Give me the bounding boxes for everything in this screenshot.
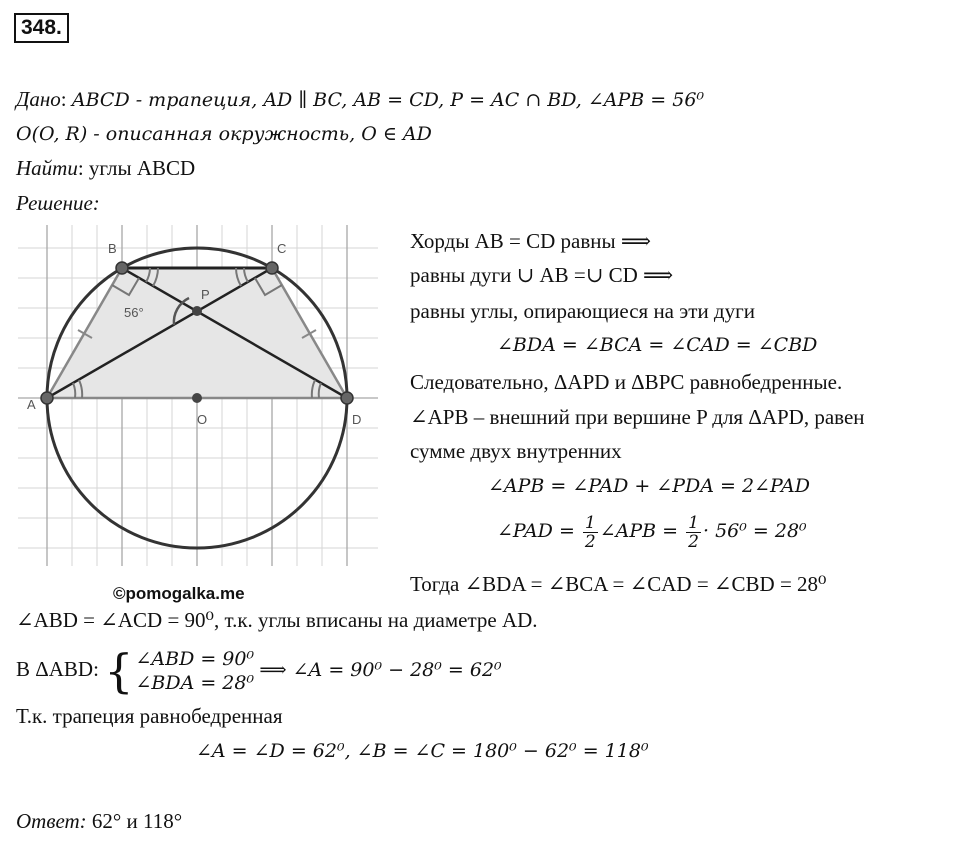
given-text-2: O(O, R) - описанная окружность, O ∈ AD xyxy=(16,123,432,145)
solution-label: Решение: xyxy=(16,191,100,215)
solution-line-1: Хорды AB = CD равны ⟹ xyxy=(410,229,651,253)
system-brace: { xyxy=(104,644,134,699)
find-text: : углы ABCD xyxy=(77,156,196,180)
trapezoid-fill xyxy=(47,268,347,398)
fraction-half-1: $\frac{1}{2}$ xyxy=(584,512,596,552)
problem-number: 348. xyxy=(14,13,69,43)
system-equations: ∠ABD = 90⁰ ∠BDA = 28⁰ xyxy=(135,648,255,695)
system-result: ⟹ ∠A = 90⁰ − 28⁰ = 62⁰ xyxy=(259,659,502,681)
solution-line-10: Тогда ∠BDA = ∠BCA = ∠CAD = ∠CBD = 28⁰ xyxy=(410,572,827,596)
pad-lhs: ∠PAD = xyxy=(497,520,575,542)
answer-line xyxy=(16,808,182,834)
label-p: P xyxy=(201,287,210,302)
label-o: O xyxy=(197,412,208,427)
solution-line-6: ∠APB – внешний при вершине P для ΔAPD, равен xyxy=(410,405,865,429)
solution-line-13: Т.к. трапеция равнобедренная xyxy=(16,704,283,728)
solution-line-2: равны дуги ∪ AB =∪ CD ⟹ xyxy=(410,263,674,287)
solution-line-4: ∠BDA = ∠BCA = ∠CAD = ∠CBD xyxy=(497,334,818,356)
given-line-1: Дано: ABCD - трапеция, AD ∥ BC, AB = CD, P = AC ∩ BD, ∠APB = 56⁰ xyxy=(16,87,705,111)
given-label: Дано xyxy=(16,87,61,111)
answer-label: Ответ: xyxy=(16,809,87,833)
solution-line-12 xyxy=(16,644,502,699)
solution-line-14: ∠A = ∠D = 62⁰, ∠B = ∠C = 180⁰ − 62⁰ = 118⁰ xyxy=(196,740,649,762)
solution-line-9 xyxy=(497,511,807,551)
answer-text: 62° и 118° xyxy=(91,809,183,833)
label-a: A xyxy=(27,397,36,412)
solution-line-5: Следовательно, ΔAPD и ΔBPC равнобедренные. xyxy=(410,370,843,394)
fraction-half-2: $\frac{1}{2}$ xyxy=(688,512,699,552)
label-c: C xyxy=(277,241,287,256)
solution-line-7: сумме двух внутренних xyxy=(410,439,622,463)
pad-mid: ∠APB = xyxy=(599,520,679,542)
solution-line-11: ∠ABD = ∠ACD = 90⁰, т.к. углы вписаны на диаметре AD. xyxy=(16,608,538,632)
solution-line-8: ∠APB = ∠PAD + ∠PDA = 2∠PAD xyxy=(488,475,810,497)
solution-line-3: равны углы, опирающиеся на эти дуги xyxy=(410,299,755,323)
system-prefix: В ΔABD: xyxy=(16,657,99,681)
pad-rhs: · 56⁰ = 28⁰ xyxy=(702,520,807,542)
label-d: D xyxy=(352,412,362,427)
point-o xyxy=(192,393,202,403)
watermark: ©pomogalka.me xyxy=(113,584,245,603)
point-p xyxy=(192,306,202,316)
angle-label-56: 56° xyxy=(124,305,144,320)
given-text-1: ABCD - трапеция, AD ∥ BC, AB = CD, P = AC ∩ BD, ∠APB = 56⁰ xyxy=(71,89,705,111)
label-b: B xyxy=(108,241,117,256)
find-label: Найти xyxy=(16,156,78,180)
